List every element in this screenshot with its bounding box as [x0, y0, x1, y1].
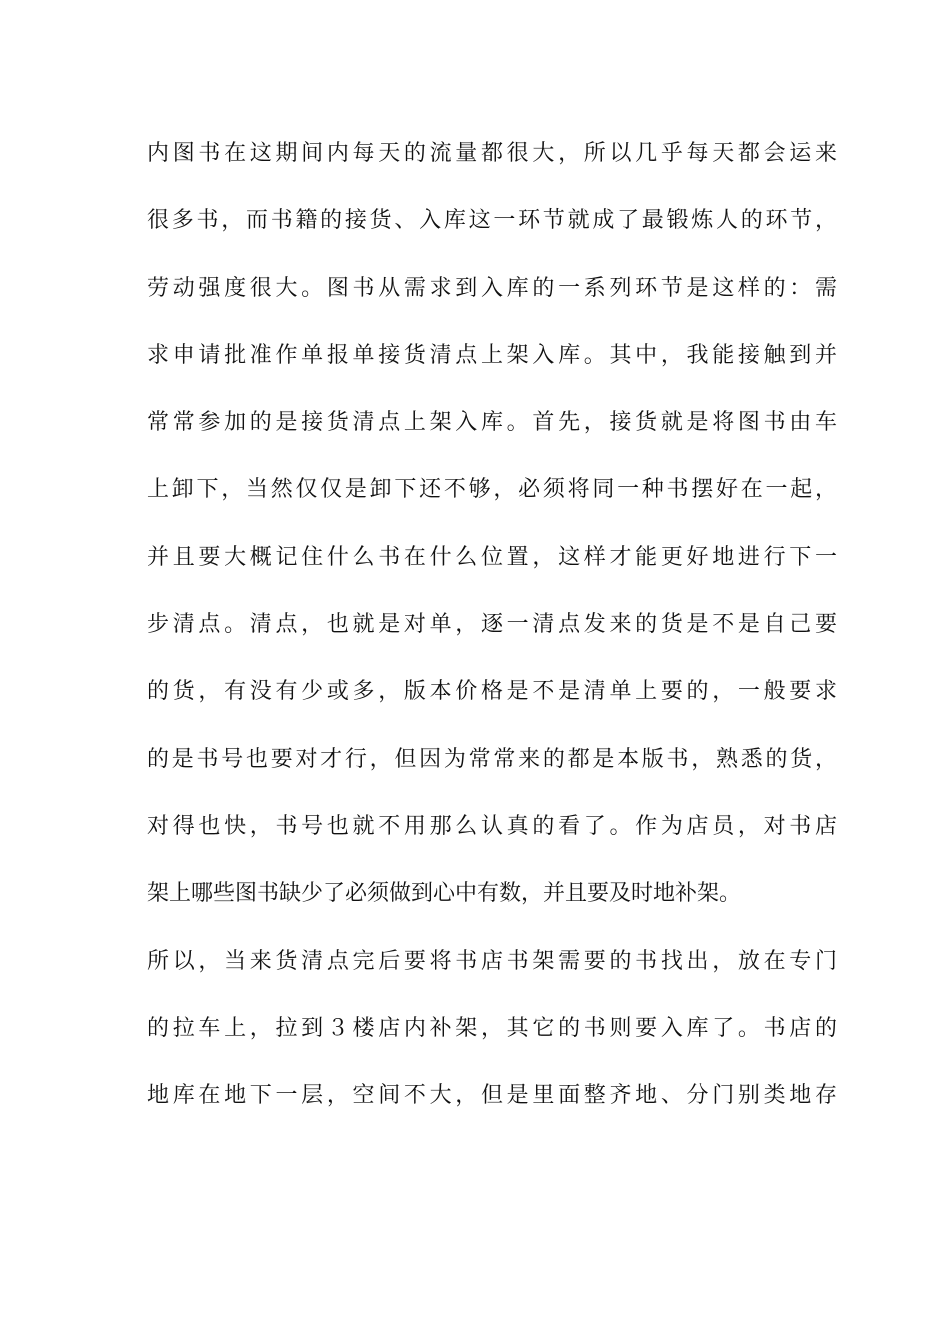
- text-line-12: 架上哪些图书缺少了必须做到心中有数，并且要及时地补架。: [147, 881, 742, 907]
- text-line-10: 的是书号也要对才行，但因为常常来的都是本版书，熟悉的货，: [147, 746, 837, 772]
- text-line-1: 内图书在这期间内每天的流量都很大，所以几乎每天都会运来: [147, 141, 837, 166]
- text-line-13: 所以，当来货清点完后要将书店书架需要的书找出，放在专门: [147, 948, 837, 974]
- text-line-7: 并且要大概记住什么书在什么位置，这样才能更好地进行下一: [147, 544, 837, 570]
- text-line-2: 很多书，而书籍的接货、入库这一环节就成了最锻炼人的环节，: [147, 208, 837, 234]
- text-line-15: 地库在地下一层，空间不大，但是里面整齐地、分门别类地存: [147, 1083, 837, 1109]
- text-line-3: 劳动强度很大。图书从需求到入库的一系列环节是这样的：需: [147, 275, 837, 301]
- text-line-4: 求申请批准作单报单接货清点上架入库。其中，我能接触到并: [147, 342, 837, 368]
- text-line-5: 常常参加的是接货清点上架入库。首先，接货就是将图书由车: [147, 410, 837, 436]
- text-line-8: 步清点。清点，也就是对单，逐一清点发来的货是不是自己要: [147, 612, 837, 638]
- text-line-6: 上卸下，当然仅仅是卸下还不够，必须将同一种书摆好在一起，: [147, 477, 837, 503]
- body-text: [147, 131, 837, 1140]
- text-line-9: 的货，有没有少或多，版本价格是不是清单上要的，一般要求: [147, 679, 837, 705]
- text-line-11: 对得也快，书号也就不用那么认真的看了。作为店员，对书店: [147, 813, 837, 839]
- text-line-14: 的拉车上，拉到３楼店内补架，其它的书则要入库了。书店的: [147, 1015, 837, 1041]
